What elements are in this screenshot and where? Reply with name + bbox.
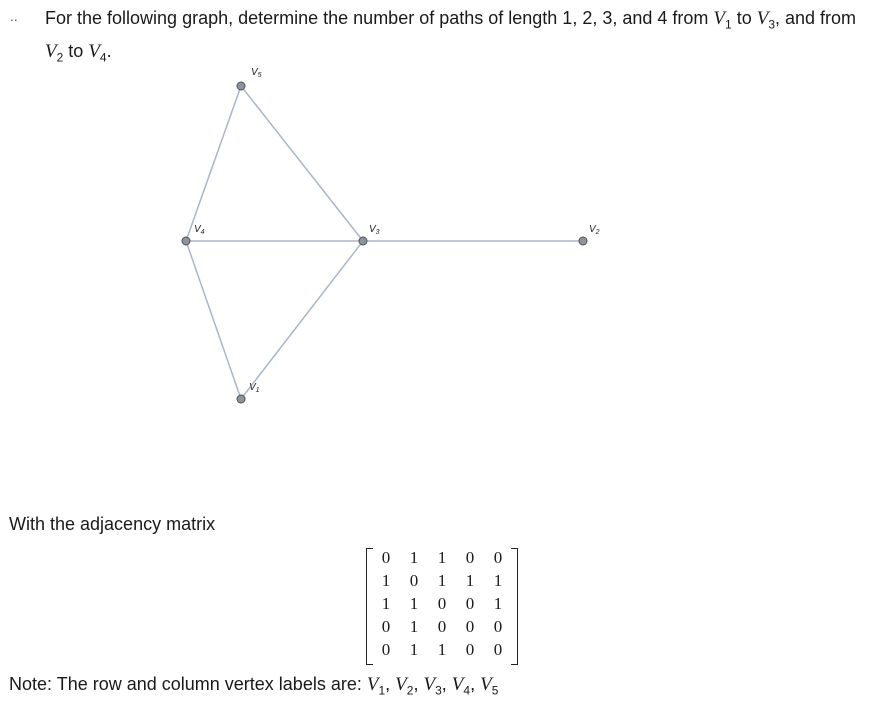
- vertex-v4: [182, 237, 190, 245]
- matrix-cell: 1: [381, 571, 391, 590]
- matrix-row: [372, 617, 512, 637]
- vertex-v3: [359, 237, 367, 245]
- matrix-cell: 0: [493, 617, 503, 636]
- matrix-row: [372, 548, 512, 568]
- edge-v5-v3: [241, 86, 363, 241]
- matrix-cell: 0: [465, 640, 475, 659]
- matrix-cell: 0: [381, 548, 391, 567]
- matrix-cell: 0: [465, 548, 475, 567]
- matrix-row: [372, 571, 512, 591]
- question-text: For the following graph, determine the number of paths of length 1, 2, 3, and 4 from $V_1$ to $V_3$, and from $V_2$ to $V_4$.: [45, 8, 857, 65]
- adjacency-matrix: [366, 548, 518, 665]
- matrix-cell: 1: [409, 617, 419, 636]
- vertex-label-v4: $V_4$: [194, 224, 205, 236]
- vertex-order-note: Note: The row and column vertex labels are: $V_1$, $V_2$, $V_3$, $V_4$, $V_5$: [9, 674, 499, 698]
- matrix-cell: 1: [437, 571, 447, 590]
- matrix-cell: 0: [465, 617, 475, 636]
- right-bracket: [511, 548, 518, 665]
- vertex-label-v5: $V_5$: [251, 67, 262, 79]
- edge-v1-v3: [241, 241, 363, 399]
- edge-v5-v4: [186, 86, 241, 241]
- vertex-label-v2: $V_2$: [589, 224, 600, 236]
- vertex-v2: [579, 237, 587, 245]
- matrix-cell: 1: [437, 548, 447, 567]
- matrix-intro-text: With the adjacency matrix: [9, 514, 216, 534]
- matrix-cell: 0: [493, 548, 503, 567]
- matrix-cell: 1: [409, 594, 419, 613]
- question-marker: ..: [10, 8, 18, 24]
- vertex-label-v1: $V_1$: [249, 382, 260, 394]
- matrix-cell: 1: [493, 594, 503, 613]
- matrix-cell: 0: [493, 640, 503, 659]
- matrix-cell: 0: [381, 640, 391, 659]
- matrix-cell: 1: [409, 548, 419, 567]
- matrix-row: [372, 640, 512, 660]
- matrix-cell: 0: [381, 617, 391, 636]
- edge-v4-v1: [186, 241, 241, 399]
- vertex-v1: [237, 395, 245, 403]
- matrix-cell: 1: [493, 571, 503, 590]
- vertex-label-v3: $V_3$: [369, 224, 380, 236]
- matrix-cell: 0: [409, 571, 419, 590]
- vertex-v5: [237, 82, 245, 90]
- matrix-row: [372, 594, 512, 614]
- matrix-cell: 1: [381, 594, 391, 613]
- matrix-cell: 0: [465, 594, 475, 613]
- matrix-cell: 1: [465, 571, 475, 590]
- matrix-cell: 0: [437, 594, 447, 613]
- matrix-cell: 1: [437, 640, 447, 659]
- matrix-cell: 1: [409, 640, 419, 659]
- matrix-cell: 0: [437, 617, 447, 636]
